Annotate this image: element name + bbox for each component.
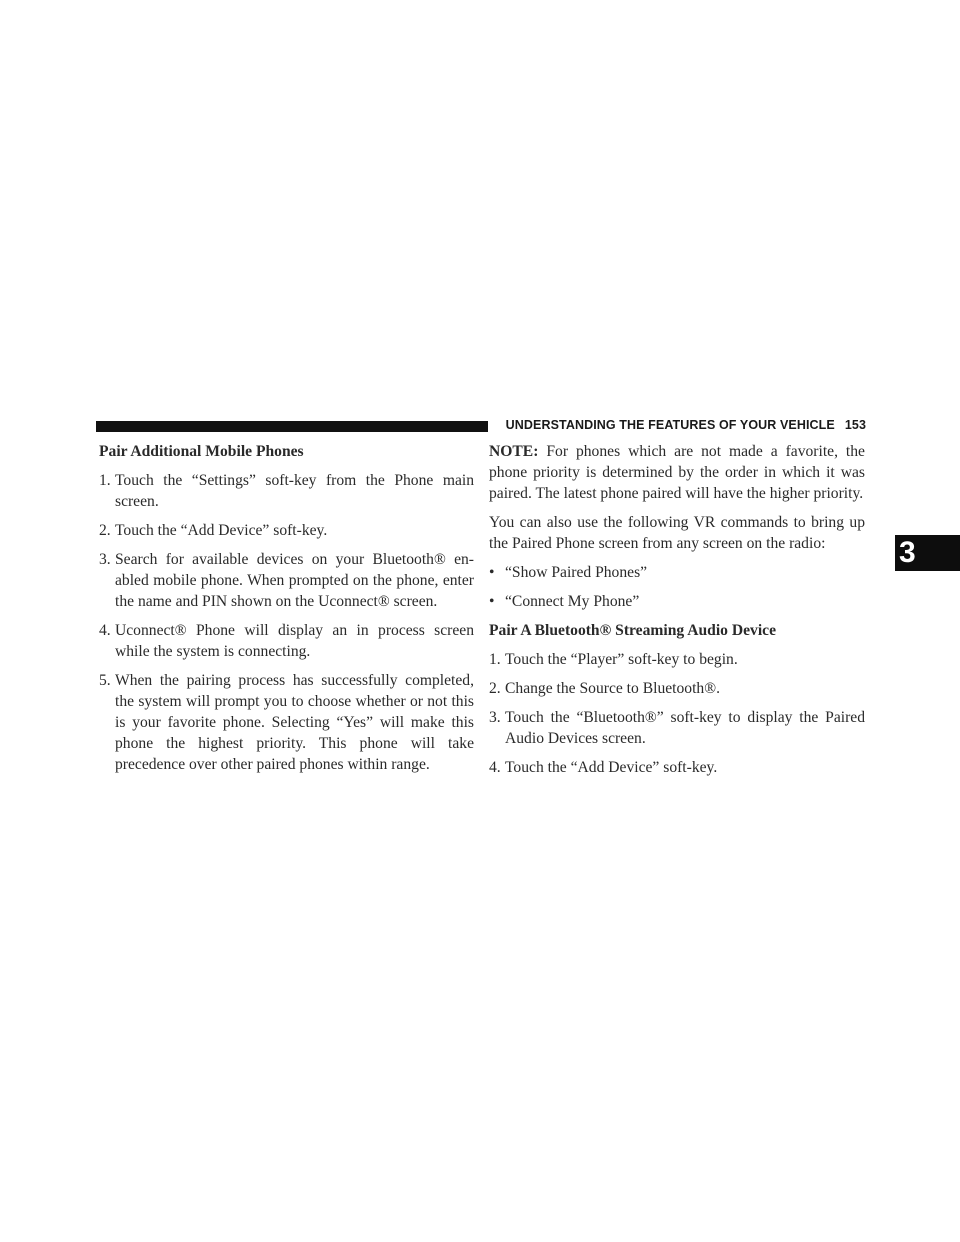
step-number: 1. bbox=[99, 472, 111, 489]
page-number: 153 bbox=[844, 418, 866, 432]
step-text: Touch the “Player” soft-key to begin. bbox=[505, 651, 738, 668]
step-number: 4. bbox=[99, 622, 111, 639]
list-item bbox=[99, 620, 474, 662]
list-item bbox=[99, 670, 474, 775]
step-number: 5. bbox=[99, 672, 111, 689]
list-item bbox=[99, 520, 474, 541]
step-text: Search for available devices on your Bluetooth® en-abled mobile phone. When prompted on the phone, enter the name and PIN shown on the Uconnect® screen. bbox=[115, 551, 474, 610]
left-column bbox=[99, 441, 474, 783]
vr-command: “Connect My Phone” bbox=[505, 593, 640, 610]
step-text: Uconnect® Phone will display an in process screen while the system is connecting. bbox=[115, 622, 474, 660]
audio-pairing-steps-list bbox=[489, 649, 865, 778]
vr-command: “Show Paired Phones” bbox=[505, 564, 648, 581]
list-item bbox=[489, 757, 865, 778]
list-item bbox=[99, 470, 474, 512]
vr-intro-paragraph: You can also use the following VR commands to bring up the Paired Phone screen from any screen on the radio: bbox=[489, 514, 865, 552]
step-number: 1. bbox=[489, 651, 501, 668]
list-item bbox=[489, 591, 865, 612]
step-text: Touch the “Settings” soft-key from the Phone main screen. bbox=[115, 472, 474, 510]
note-paragraph bbox=[489, 441, 865, 504]
step-number: 4. bbox=[489, 759, 501, 776]
section-title: UNDERSTANDING THE FEATURES OF YOUR VEHICLE bbox=[505, 418, 835, 432]
step-text: Touch the “Add Device” soft-key. bbox=[115, 522, 328, 539]
section-heading: Pair A Bluetooth® Streaming Audio Device bbox=[489, 622, 776, 639]
bullet-icon: • bbox=[489, 593, 495, 610]
pairing-steps-list bbox=[99, 470, 474, 775]
step-number: 2. bbox=[489, 680, 501, 697]
list-item bbox=[99, 549, 474, 612]
step-number: 3. bbox=[489, 709, 501, 726]
step-text: Touch the “Add Device” soft-key. bbox=[505, 759, 718, 776]
step-text: Change the Source to Bluetooth®. bbox=[505, 680, 720, 697]
step-text: When the pairing process has successfully completed, the system will prompt you to choose whether or not this is your favorite phone. Selecting “Yes” will make this phone the highest priority. This phone will take precedence over other paired phones within range. bbox=[115, 672, 474, 773]
bullet-icon: • bbox=[489, 564, 495, 581]
section-heading: Pair Additional Mobile Phones bbox=[99, 443, 304, 460]
chapter-tab: 3 bbox=[895, 535, 960, 571]
page-header bbox=[494, 418, 866, 432]
right-column bbox=[489, 441, 865, 786]
step-number: 2. bbox=[99, 522, 111, 539]
header-rule bbox=[96, 421, 488, 432]
note-text: For phones which are not made a favorite, the phone priority is determined by the order in which it was paired. The latest phone paired will have the higher priority. bbox=[489, 443, 865, 502]
list-item bbox=[489, 649, 865, 670]
note-label: NOTE: bbox=[489, 443, 539, 460]
list-item bbox=[489, 562, 865, 583]
vr-commands-list bbox=[489, 562, 865, 612]
list-item bbox=[489, 678, 865, 699]
step-number: 3. bbox=[99, 551, 111, 568]
step-text: Touch the “Bluetooth®” soft-key to display the Paired Audio Devices screen. bbox=[505, 709, 865, 747]
list-item bbox=[489, 707, 865, 749]
